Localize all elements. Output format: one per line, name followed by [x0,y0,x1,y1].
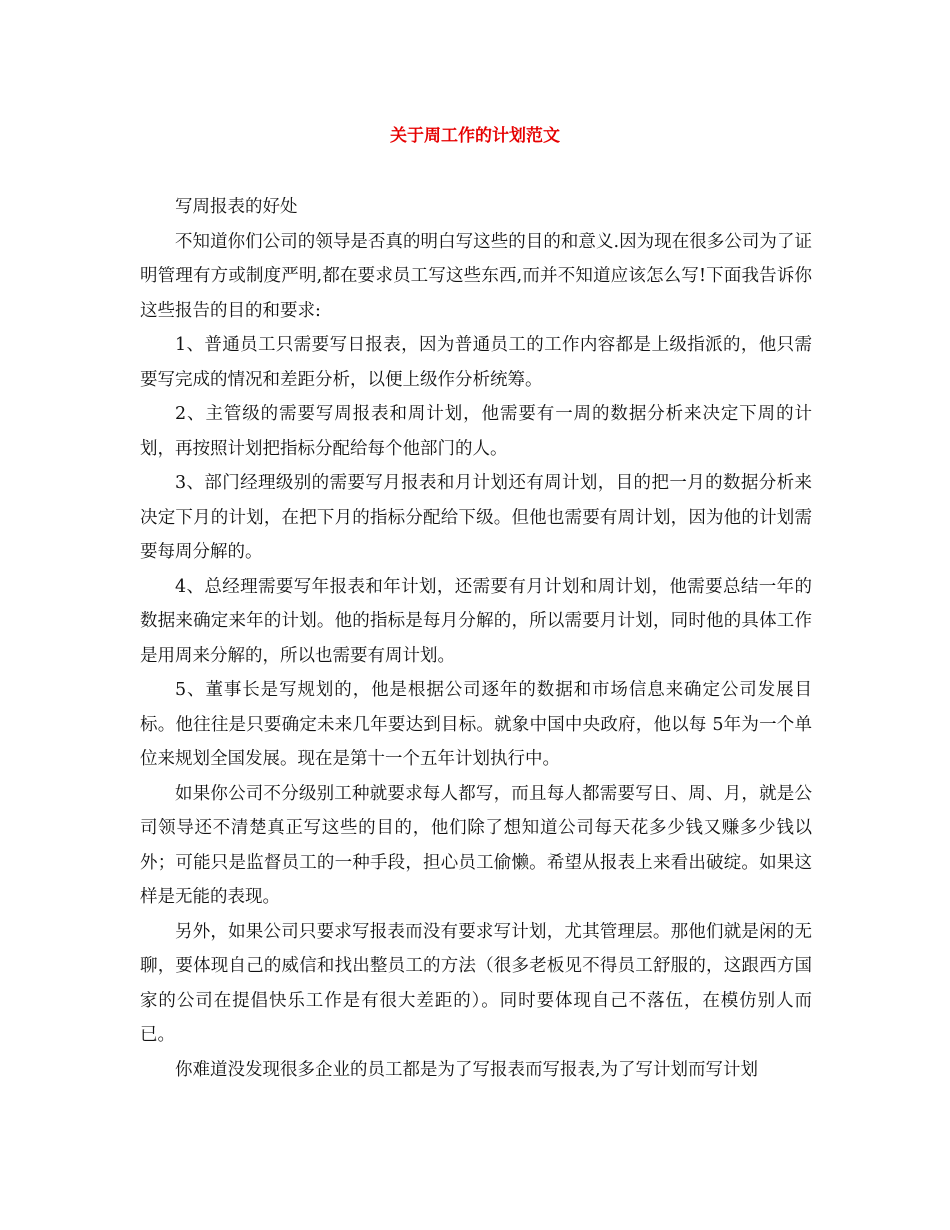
paragraph-discussion-2: 另外，如果公司只要求写报表而没有要求写计划，尤其管理层。那他们就是闲的无聊，要体现自己的威信和找出整员工的方法（很多老板见不得员工舒服的，这跟西方国家的公司在提倡快乐工作是有很大差距的）。同时要体现自己不落伍，在模仿别人而已。 [140,921,812,1045]
paragraph-discussion-3: 你难道没发现很多企业的员工都是为了写报表而写报表,为了写计划而写计划 [175,1059,759,1080]
paragraph-item-5: 5、董事长是写规划的，他是根据公司逐年的数据和市场信息来确定公司发展目标。他往往是只要确定未来几年要达到目标。就象中国中央政府，他以每 5年为一个单位来规划全国发展。现在是第十一个五年计划执行中。 [140,680,812,769]
document-title: 关于周工作的计划范文 [390,126,560,146]
paragraph-item-3: 3、部门经理级别的需要写月报表和月计划还有周计划，目的把一月的数据分析来决定下月的计划，在把下月的指标分配给下级。但他也需要有周计划，因为他的计划需要每周分解的。 [140,473,812,562]
paragraph-discussion-1: 如果你公司不分级别工种就要求每人都写，而且每人都需要写日、周、月，就是公司领导还不清楚真正写这些的目的，他们除了想知道公司每天花多少钱又赚多少钱以外；可能只是监督员工的一种手段，担心员工偷懒。希望从报表上来看出破绽。如果这样是无能的表现。 [140,783,812,907]
paragraph-item-4: 4、总经理需要写年报表和年计划，还需要有月计划和周计划，他需要总结一年的数据来确定来年的计划。他的指标是每月分解的，所以需要月计划，同时他的具体工作是用周来分解的，所以也需要有周计划。 [140,576,812,666]
document-body [140,190,812,1087]
paragraph-item-1: 1、普通员工只需要写日报表，因为普通员工的工作内容都是上级指派的，他只需要写完成的情况和差距分析，以便上级作分析统筹。 [140,335,812,390]
paragraph-intro: 不知道你们公司的领导是否真的明白写这些的目的和意义.因为现在很多公司为了证明管理有方或制度严明,都在要求员工写这些东西,而并不知道应该怎么写!下面我告诉你这些报告的目的和要求: [140,231,812,321]
paragraph-item-2: 2、主管级的需要写周报表和周计划，他需要有一周的数据分析来决定下周的计划，再按照计划把指标分配给每个他部门的人。 [140,404,812,459]
paragraph-heading: 写周报表的好处 [175,197,298,217]
